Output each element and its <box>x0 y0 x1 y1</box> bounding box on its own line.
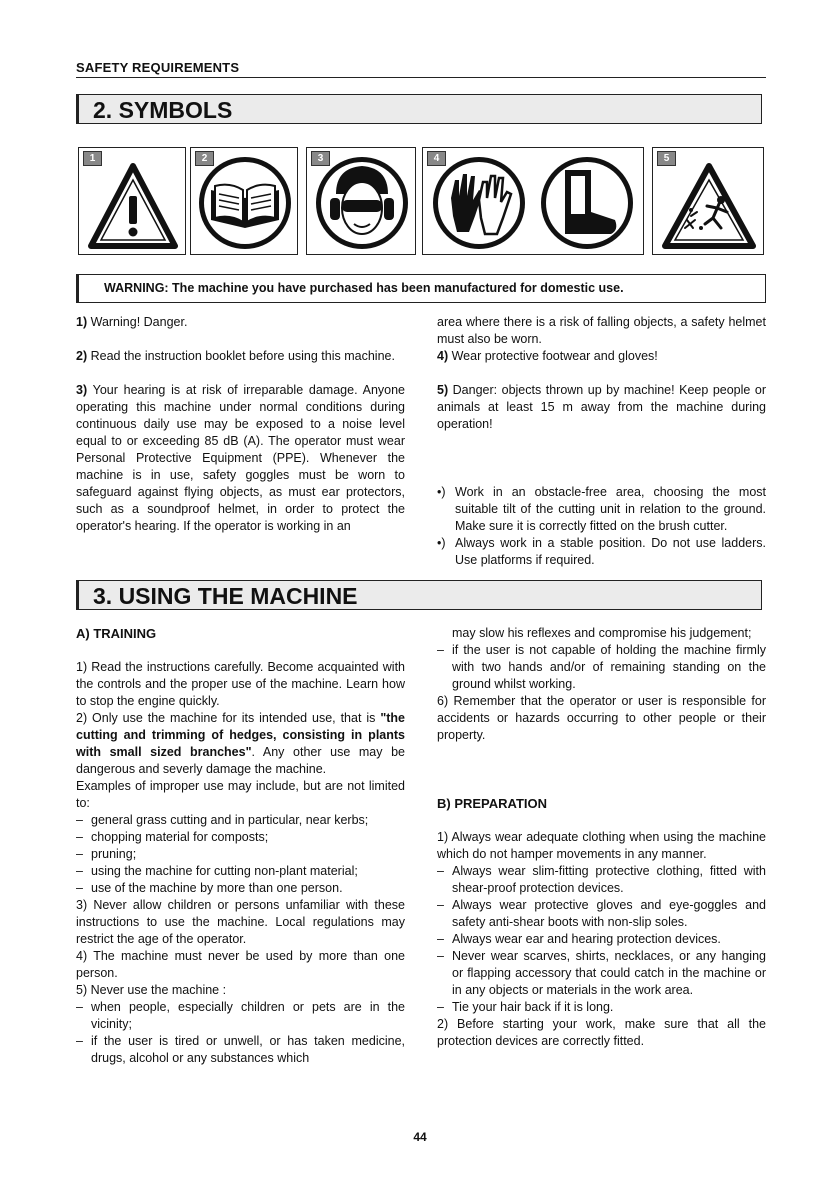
improper-use-item: – using the machine for cutting non-plant material; <box>76 863 405 880</box>
training-item-1: 1) Read the instructions carefully. Become acquainted with the controls and the proper use of the machine. Learn how to stop the engine quickly. <box>76 660 405 708</box>
item-number: 2) <box>76 349 88 363</box>
symbols-right-column <box>437 314 766 569</box>
never-use-item: – if the user is tired or unwell, or has taken medicine, drugs, alcohol or any substances which <box>76 1033 405 1067</box>
symbols-left-column <box>76 314 405 535</box>
symbol-panel-2 <box>190 147 298 255</box>
item-number: 5) <box>437 383 449 397</box>
preparation-item-2: 2) Before starting your work, make sure that all the protection devices are correctly fitted. <box>437 1017 766 1048</box>
symbols-row <box>78 147 766 257</box>
improper-use-intro: Examples of improper use may include, but are not limited to: <box>76 779 405 810</box>
improper-use-item: – use of the machine by more than one person. <box>76 880 405 897</box>
clothing-item: – Always wear ear and hearing protection devices. <box>437 931 766 948</box>
training-item-4: 4) The machine must never be used by more than one person. <box>76 949 405 980</box>
gloves-and-boots-icon <box>429 154 639 252</box>
preparation-item-1: 1) Always wear adequate clothing when using the machine which do not hamper movements in any manner. <box>437 830 766 861</box>
training-item-6: 6) Remember that the operator or user is responsible for accidents or hazards occurring to other people or their property. <box>437 694 766 742</box>
symbol-number: 2 <box>195 151 214 166</box>
improper-use-item: – general grass cutting and in particular, near kerbs; <box>76 812 405 829</box>
intended-use-text: "the cutting and trimming of hedges, consisting in plants with small sized branches" <box>76 711 405 759</box>
bullet-item: •) Work in an obstacle-free area, choosing the most suitable tilt of the cutting unit in relation to the ground. Make sure it is correctly fitted on the brush cutter. <box>437 484 766 535</box>
subheading-training: A) TRAINING <box>76 626 157 641</box>
warning-banner: WARNING: The machine you have purchased has been manufactured for domestic use. <box>76 274 766 303</box>
symbol-number: 4 <box>427 151 446 166</box>
warning-triangle-icon <box>87 162 179 250</box>
item-number: 4) <box>437 349 449 363</box>
improper-use-item: – chopping material for composts; <box>76 829 405 846</box>
training-item-3: 3) Never allow children or persons unfamiliar with these instructions to use the machine. Local regulations may restrict the age of the operator. <box>76 898 405 946</box>
improper-use-item: – pruning; <box>76 846 405 863</box>
symbol-panel-3 <box>306 147 416 255</box>
clothing-item: – Always wear slim-fitting protective clothing, fitted with shear-proof protection devices. <box>437 863 766 897</box>
page-number: 44 <box>413 1130 427 1144</box>
never-use-item: – if the user is not capable of holding the machine firmly with two hands and/or of remaining standing on the ground whilst working. <box>437 642 766 693</box>
symbol-number: 5 <box>657 151 676 166</box>
symbol-2-text: Read the instruction booklet before using this machine. <box>90 349 395 363</box>
instruction-book-icon <box>195 154 295 252</box>
symbol-4-text: Wear protective footwear and gloves! <box>451 349 658 363</box>
never-use-item-continued: may slow his reflexes and compromise his judgement; <box>452 626 752 640</box>
thrown-objects-danger-icon <box>661 162 757 250</box>
using-left-column <box>76 625 405 1067</box>
never-use-item: – when people, especially children or pets are in the vicinity; <box>76 999 405 1033</box>
using-right-column <box>437 625 766 1050</box>
clothing-item: – Always wear protective gloves and eye-goggles and safety anti-shear boots with non-slip soles. <box>437 897 766 931</box>
section-title-using-machine: 3. USING THE MACHINE <box>76 580 762 610</box>
symbol-5-text: Danger: objects thrown up by machine! Keep people or animals at least 15 m away from the machine during operation! <box>437 383 766 431</box>
training-item-2: 2) Only use the machine for its intended use, that is "the cutting and trimming of hedges, consisting in plants with small sized branches". Any other use may be dangerous and severly damage the machine. <box>76 711 405 776</box>
symbol-panel-1 <box>78 147 186 255</box>
item-number: 1) <box>76 315 88 329</box>
section-title-symbols: 2. SYMBOLS <box>76 94 762 124</box>
page-header: SAFETY REQUIREMENTS <box>76 60 766 78</box>
symbol-3-text: Your hearing is at risk of irreparable damage. Anyone operating this machine under normal conditions during continuous daily use may be exposed to a noise level equal to or exceeding 85 dB (A). The operator must wear Personal Protective Equipment (PPE). Whenever the machine is in use, safety goggles must be worn to safeguard against flying objects, as must ear protectors, such as a soundproof helmet, in order to protect the operator's hearing. If the operator is working in an <box>76 383 405 533</box>
symbol-number: 1 <box>83 151 102 166</box>
subheading-preparation: B) PREPARATION <box>437 796 548 811</box>
clothing-item: – Tie your hair back if it is long. <box>437 999 766 1016</box>
bullet-item: •) Always work in a stable position. Do not use ladders. Use platforms if required. <box>437 535 766 569</box>
clothing-item: – Never wear scarves, shirts, necklaces, or any hanging or flapping accessory that could catch in the machine or in any objects or materials in the work area. <box>437 948 766 999</box>
item-number: 3) <box>76 383 88 397</box>
symbol-3-text-continued: area where there is a risk of falling objects, a safety helmet must also be worn. <box>437 315 766 346</box>
symbol-panel-5 <box>652 147 764 255</box>
symbol-1-text: Warning! Danger. <box>90 315 188 329</box>
training-item-5: 5) Never use the machine : <box>76 983 227 997</box>
symbol-number: 3 <box>311 151 330 166</box>
helmet-goggles-ear-protection-icon <box>312 154 412 252</box>
symbol-panel-4 <box>422 147 644 255</box>
